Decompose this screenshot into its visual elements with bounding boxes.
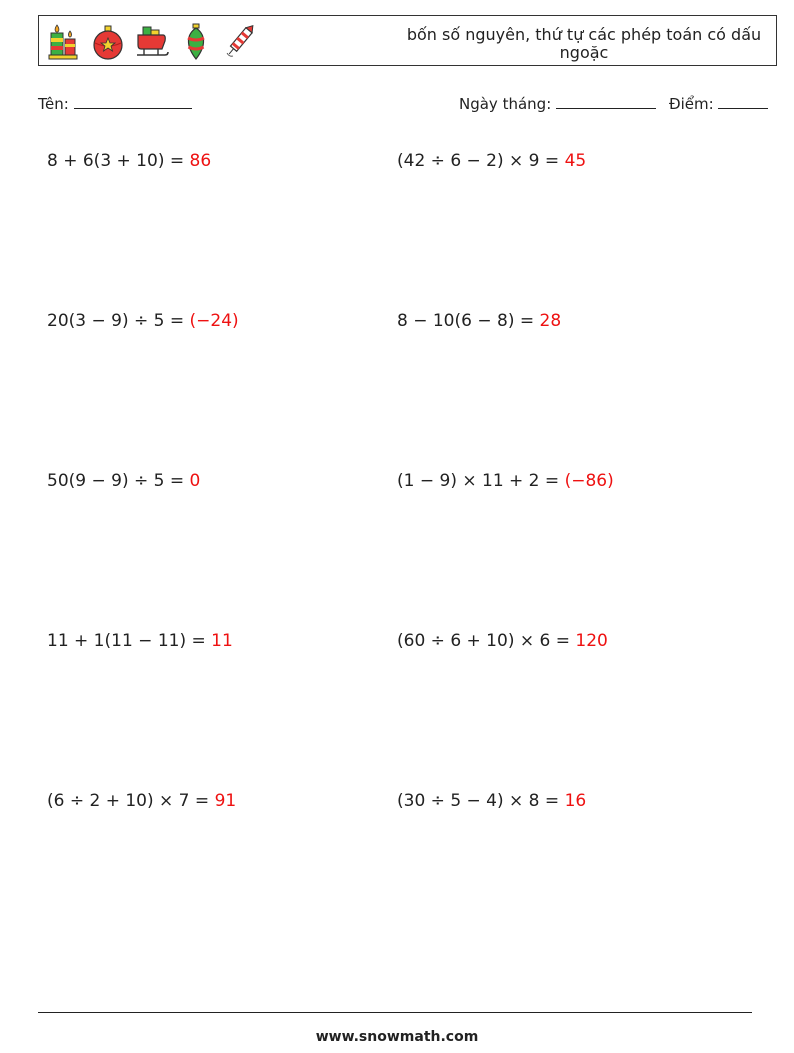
problem-6 [397, 471, 614, 491]
icon-row [47, 21, 257, 61]
problem-answer: 120 [575, 631, 608, 651]
problem-answer: 16 [564, 791, 587, 811]
problem-2 [397, 151, 586, 171]
problem-10 [397, 791, 586, 811]
problem-answer: 45 [564, 151, 587, 171]
problem-4 [397, 311, 561, 331]
problem-answer: (−24) [189, 311, 239, 331]
date-field [459, 94, 656, 113]
ornament-drop-icon [179, 21, 213, 61]
problem-expression: 50(9 − 9) ÷ 5 = [47, 471, 185, 491]
date-blank-line [556, 94, 656, 109]
problem-8 [397, 631, 608, 651]
problem-1 [47, 151, 211, 171]
worksheet-header [38, 15, 777, 66]
problem-answer: (−86) [564, 471, 614, 491]
problem-3 [47, 311, 239, 331]
name-label: Tên: [38, 95, 69, 113]
firework-rocket-icon [223, 21, 257, 61]
problem-answer: 11 [211, 631, 233, 651]
name-blank-line [74, 94, 192, 109]
sleigh-icon [135, 21, 169, 61]
candles-icon [47, 21, 81, 61]
date-label: Ngày tháng: [459, 95, 552, 113]
problem-expression: (60 ÷ 6 + 10) × 6 = [397, 631, 570, 651]
problem-expression: (42 ÷ 6 − 2) × 9 = [397, 151, 560, 171]
problem-answer: 91 [214, 791, 237, 811]
problem-expression: 20(3 − 9) ÷ 5 = [47, 311, 185, 331]
problem-answer: 0 [189, 471, 201, 491]
worksheet-title: bốn số nguyên, thứ tự các phép toán có dấu ngoặc [406, 25, 762, 62]
problem-9 [47, 791, 236, 811]
ornament-ball-icon [91, 21, 125, 61]
problem-expression: (6 ÷ 2 + 10) × 7 = [47, 791, 210, 811]
score-blank-line [718, 94, 768, 109]
problem-7 [47, 631, 233, 651]
problem-5 [47, 471, 200, 491]
problem-expression: 8 + 6(3 + 10) = [47, 151, 185, 171]
footer-site-link[interactable]: www.snowmath.com [315, 1029, 479, 1045]
score-label: Điểm: [669, 95, 714, 113]
problem-expression: (30 ÷ 5 − 4) × 8 = [397, 791, 560, 811]
problem-answer: 28 [539, 311, 562, 331]
problem-expression: (1 − 9) × 11 + 2 = [397, 471, 560, 491]
problem-expression: 8 − 10(6 − 8) = [397, 311, 535, 331]
problem-answer: 86 [189, 151, 212, 171]
score-field [669, 94, 768, 113]
footer-divider [38, 1012, 752, 1013]
problem-expression: 11 + 1(11 − 11) = [47, 631, 206, 651]
name-field [38, 94, 192, 113]
